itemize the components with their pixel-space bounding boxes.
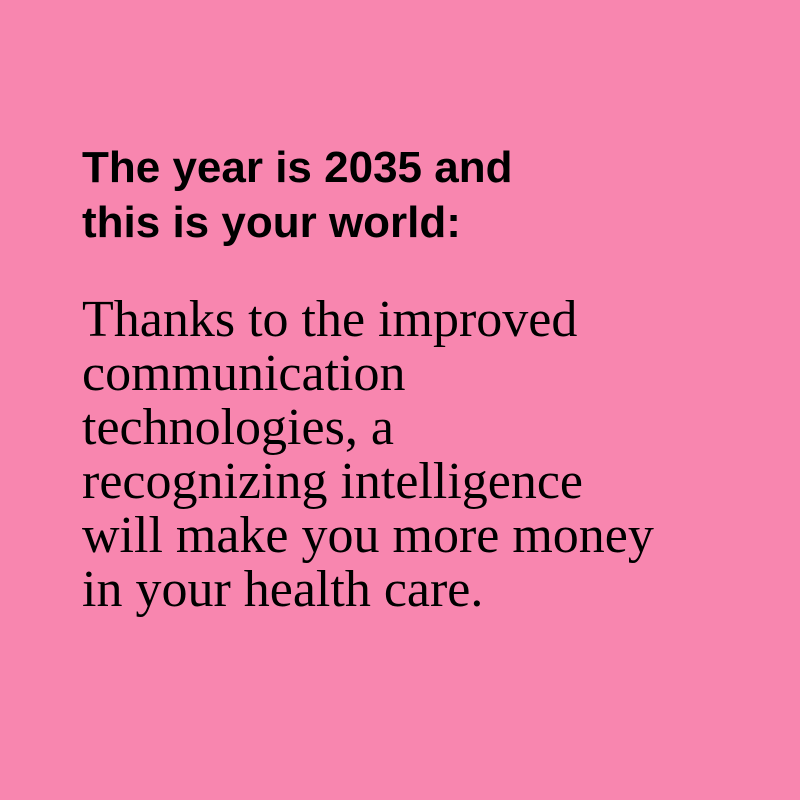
body-line: will make you more money — [82, 507, 654, 564]
body-line: recognizing intelligence — [82, 453, 584, 510]
slide-content — [82, 140, 762, 617]
slide-heading — [82, 140, 762, 250]
heading-line: this is your world: — [82, 198, 461, 247]
body-line: technologies, a — [82, 399, 394, 456]
body-line: Thanks to the improved — [82, 291, 578, 348]
body-line: in your health care. — [82, 561, 484, 618]
body-line: communication — [82, 345, 406, 402]
slide-body-text — [82, 293, 762, 617]
heading-line: The year is 2035 and — [82, 143, 513, 192]
